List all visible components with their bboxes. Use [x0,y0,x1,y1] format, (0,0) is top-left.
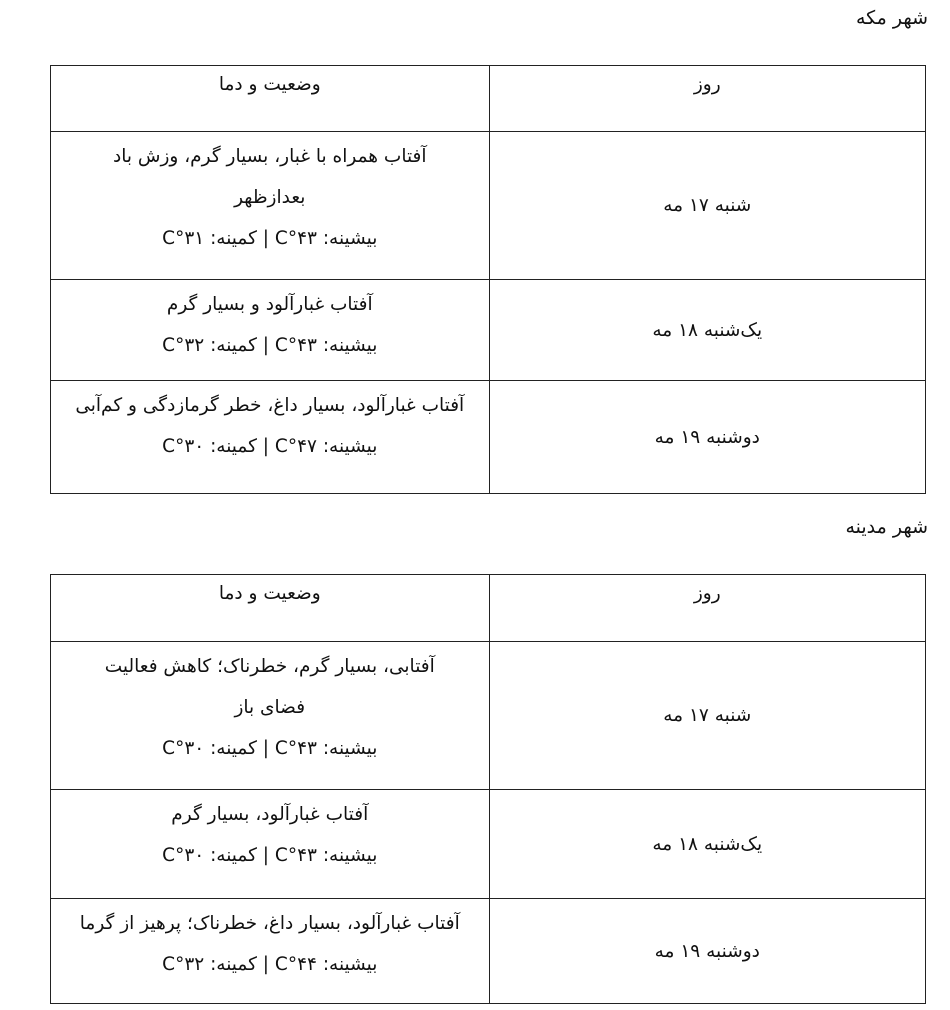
table-row [51,280,926,381]
condition-cell [51,899,490,1004]
condition-line: آفتاب غبارآلود و بسیار گرم [166,294,373,315]
condition-line: آفتاب غبارآلود، بسیار گرم [171,804,369,825]
condition-line: آفتابی، بسیار گرم، خطرناک؛ کاهش فعالیت [104,656,435,677]
condition-cell [51,381,490,494]
table-row [51,899,926,1004]
temperature-range: بیشینه: ۴۳°C | کمینه: ۳۱°C [162,228,378,249]
condition-cell [51,642,490,790]
condition-line: آفتاب غبارآلود، بسیار داغ، خطرناک؛ پرهیز از گرما [79,913,460,934]
header-day: روز [489,66,925,132]
day-cell: شنبه ۱۷ مه [489,642,925,790]
condition-line: آفتاب غبارآلود، بسیار داغ، خطر گرمازدگی و کم‌آبی [75,395,465,416]
header-condition: وضعیت و دما [51,575,490,642]
header-condition: وضعیت و دما [51,66,490,132]
weather-table-medina [50,574,926,1004]
temperature-range: بیشینه: ۴۳°C | کمینه: ۳۲°C [162,335,378,356]
table-row [51,790,926,899]
table-row [51,642,926,790]
city-title-medina: شهر مدینه [845,516,928,538]
condition-cell [51,280,490,381]
condition-line: فضای باز [234,697,306,718]
temperature-range: بیشینه: ۴۴°C | کمینه: ۳۲°C [162,954,378,975]
header-day: روز [489,575,925,642]
temperature-range: بیشینه: ۴۳°C | کمینه: ۳۰°C [162,845,378,866]
day-cell: شنبه ۱۷ مه [489,132,925,280]
condition-cell [51,132,490,280]
day-cell: دوشنبه ۱۹ مه [489,381,925,494]
day-cell: یک‌شنبه ۱۸ مه [489,790,925,899]
table-row [51,132,926,280]
temperature-range: بیشینه: ۴۷°C | کمینه: ۳۰°C [162,436,378,457]
table-header-row [51,66,926,132]
table-row [51,381,926,494]
condition-cell [51,790,490,899]
day-cell: یک‌شنبه ۱۸ مه [489,280,925,381]
weather-table-mecca [50,65,926,494]
city-title-mecca: شهر مکه [855,7,928,29]
condition-line: آفتاب همراه با غبار، بسیار گرم، وزش باد [112,146,427,167]
table-header-row [51,575,926,642]
day-cell: دوشنبه ۱۹ مه [489,899,925,1004]
condition-line: بعدازظهر [234,187,306,208]
temperature-range: بیشینه: ۴۳°C | کمینه: ۳۰°C [162,738,378,759]
